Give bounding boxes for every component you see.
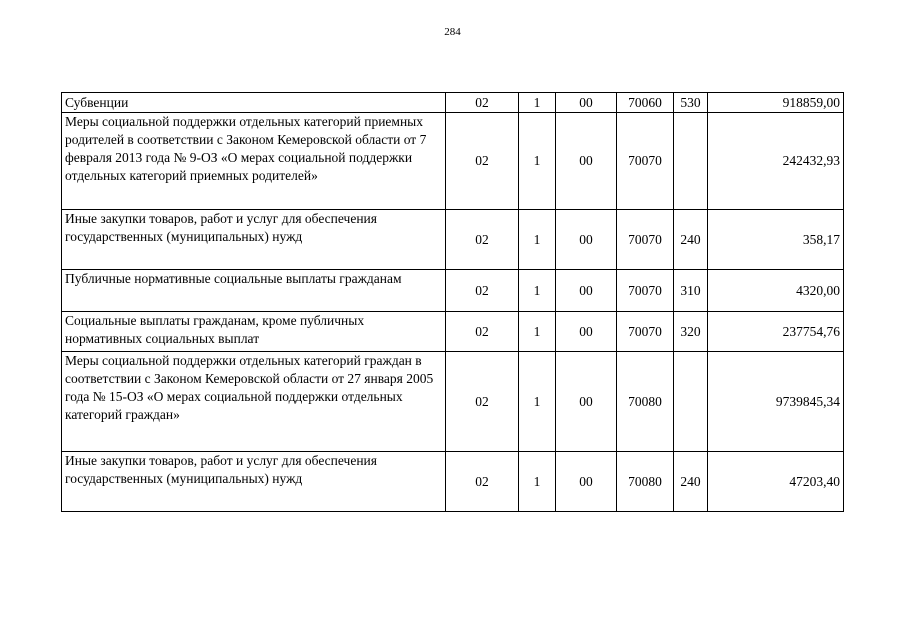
cell-expense-type: 530 — [674, 93, 708, 113]
cell-program: 1 — [519, 452, 556, 512]
cell-expense-type — [674, 352, 708, 452]
cell-expense-type: 310 — [674, 270, 708, 312]
cell-program: 1 — [519, 270, 556, 312]
cell-subprogram: 00 — [556, 452, 617, 512]
row-name: Меры социальной поддержки отдельных категорий приемных родителей в соответствии с Законом Кемеровской области от 7 февраля 2013 года № 9-ОЗ «О мерах социальной поддержки отдельных категорий приемных родителей» — [62, 113, 446, 210]
cell-amount: 47203,40 — [708, 452, 844, 512]
cell-subprogram: 00 — [556, 113, 617, 210]
cell-expense-type — [674, 113, 708, 210]
cell-subprogram: 00 — [556, 270, 617, 312]
cell-amount: 4320,00 — [708, 270, 844, 312]
cell-program: 1 — [519, 210, 556, 270]
table-row — [62, 452, 844, 512]
row-name: Меры социальной поддержки отдельных категорий граждан в соответствии с Законом Кемеровской области от 27 января 2005 года № 15-ОЗ «О мерах социальной поддержки отдельных категорий граждан» — [62, 352, 446, 452]
table-row — [62, 352, 844, 452]
table-row — [62, 210, 844, 270]
table-row — [62, 312, 844, 352]
cell-target-code: 70070 — [617, 210, 674, 270]
cell-amount: 358,17 — [708, 210, 844, 270]
cell-subprogram: 00 — [556, 352, 617, 452]
cell-amount: 9739845,34 — [708, 352, 844, 452]
cell-section: 02 — [446, 93, 519, 113]
cell-target-code: 70070 — [617, 270, 674, 312]
cell-program: 1 — [519, 312, 556, 352]
cell-section: 02 — [446, 210, 519, 270]
table-row — [62, 93, 844, 113]
row-name: Иные закупки товаров, работ и услуг для обеспечения государственных (муниципальных) нужд — [62, 210, 446, 270]
row-name: Иные закупки товаров, работ и услуг для обеспечения государственных (муниципальных) нужд — [62, 452, 446, 512]
row-name: Публичные нормативные социальные выплаты гражданам — [62, 270, 446, 312]
cell-target-code: 70070 — [617, 312, 674, 352]
cell-target-code: 70070 — [617, 113, 674, 210]
cell-target-code: 70080 — [617, 452, 674, 512]
cell-expense-type: 240 — [674, 452, 708, 512]
cell-amount: 237754,76 — [708, 312, 844, 352]
cell-section: 02 — [446, 352, 519, 452]
row-name: Социальные выплаты гражданам, кроме публичных нормативных социальных выплат — [62, 312, 446, 352]
cell-target-code: 70060 — [617, 93, 674, 113]
cell-section: 02 — [446, 270, 519, 312]
page-number: 284 — [444, 26, 461, 38]
cell-subprogram: 00 — [556, 312, 617, 352]
cell-amount: 242432,93 — [708, 113, 844, 210]
table-row — [62, 113, 844, 210]
cell-section: 02 — [446, 312, 519, 352]
cell-program: 1 — [519, 352, 556, 452]
cell-target-code: 70080 — [617, 352, 674, 452]
cell-expense-type: 320 — [674, 312, 708, 352]
cell-amount: 918859,00 — [708, 93, 844, 113]
cell-subprogram: 00 — [556, 93, 617, 113]
cell-program: 1 — [519, 113, 556, 210]
cell-subprogram: 00 — [556, 210, 617, 270]
cell-section: 02 — [446, 113, 519, 210]
row-name: Субвенции — [62, 93, 446, 113]
cell-program: 1 — [519, 93, 556, 113]
table-row — [62, 270, 844, 312]
cell-section: 02 — [446, 452, 519, 512]
cell-expense-type: 240 — [674, 210, 708, 270]
budget-table — [61, 92, 844, 512]
